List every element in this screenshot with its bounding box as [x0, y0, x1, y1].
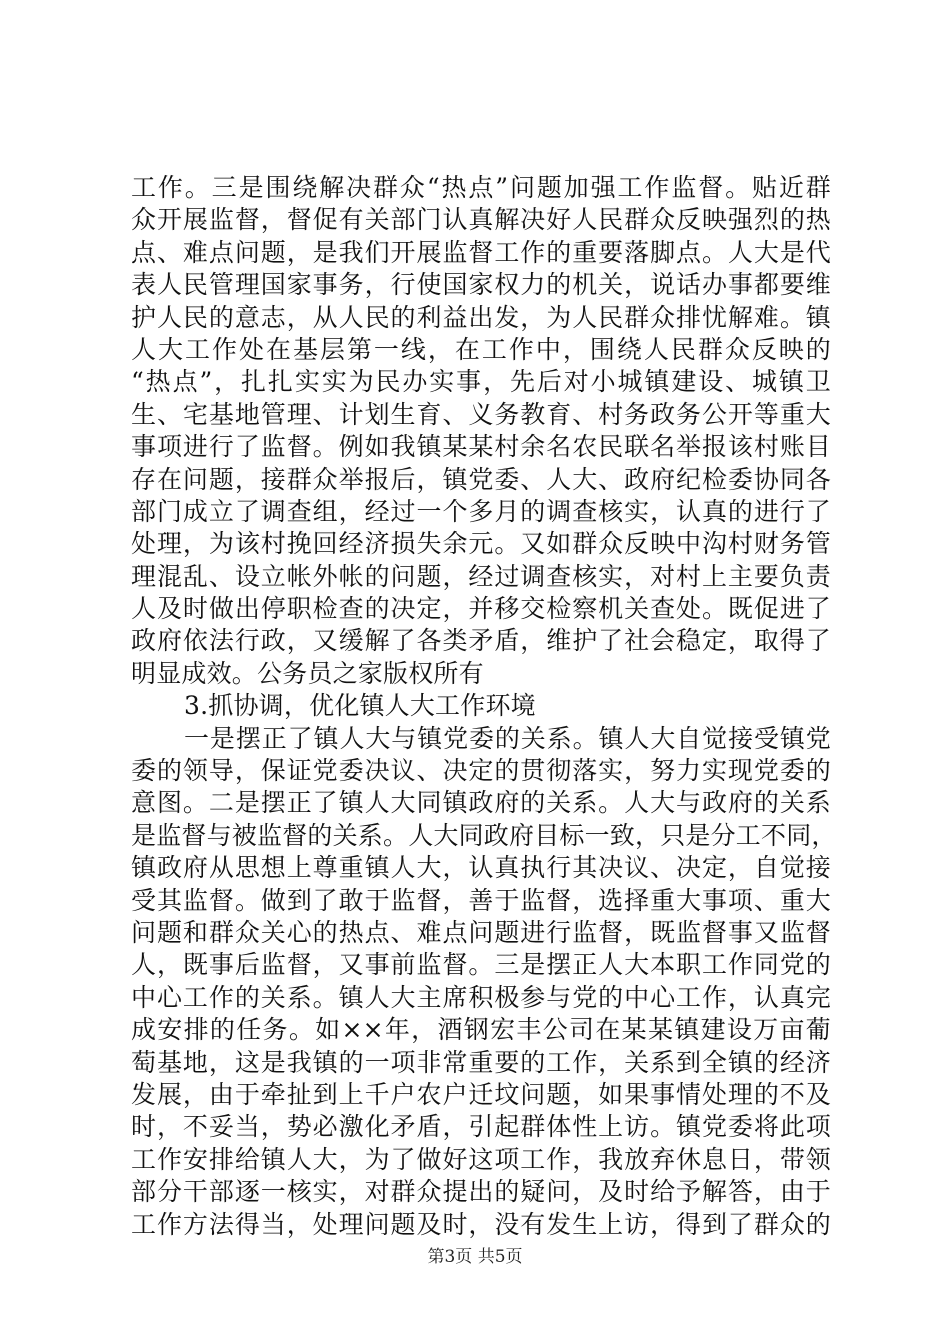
text-line: 众开展监督，督促有关部门认真解决好人民群众反映强烈的热 [131, 205, 831, 235]
text-line: “热点”，扎扎实实为民办实事，先后对小城镇建设、城镇卫 [131, 367, 831, 397]
section-heading: 3.抓协调，优化镇人大工作环境 [184, 691, 536, 721]
text-line: 工作方法得当，处理问题及时，没有发生上访，得到了群众的 [131, 1209, 831, 1239]
text-line: 工作。三是围绕解决群众“热点”问题加强工作监督。贴近群 [131, 173, 831, 202]
paragraph-first-line: 一是摆正了镇人大与镇党委的关系。镇人大自觉接受镇党 [184, 723, 831, 753]
text-line: 中心工作的关系。镇人大主席积极参与党的中心工作，认真完 [131, 982, 831, 1012]
text-line: 护人民的意志，从人民的利益出发，为人民群众排忧解难。镇 [131, 302, 831, 332]
text-line: 意图。二是摆正了镇人大同镇政府的关系。人大与政府的关系 [131, 788, 831, 818]
text-line: 问题和群众关心的热点、难点问题进行监督，既监督事又监督 [131, 917, 831, 947]
text-line: 发展，由于牵扯到上千户农户迁坟问题，如果事情处理的不及 [131, 1079, 831, 1109]
text-line: 人，既事后监督，又事前监督。三是摆正人大本职工作同党的 [131, 950, 831, 980]
text-line: 事项进行了监督。例如我镇某某村余名农民联名举报该村账目 [131, 432, 831, 462]
text-line: 时，不妥当，势必激化矛盾，引起群体性上访。镇党委将此项 [131, 1112, 831, 1142]
text-line: 工作安排给镇人大，为了做好这项工作，我放弃休息日，带领 [131, 1144, 831, 1174]
text-line: 镇政府从思想上尊重镇人大，认真执行其决议、决定，自觉接 [131, 853, 831, 883]
text-line: 部分干部逐一核实，对群众提出的疑问，及时给予解答，由于 [131, 1177, 831, 1207]
text-line: 是监督与被监督的关系。人大同政府目标一致，只是分工不同， [131, 820, 837, 850]
text-line: 萄基地，这是我镇的一项非常重要的工作，关系到全镇的经济 [131, 1047, 831, 1077]
body-text [131, 172, 837, 1241]
page-number-footer: 第3页 共5页 [427, 1247, 523, 1267]
text-line: 人大工作处在基层第一线，在工作中，围绕人民群众反映的 [131, 334, 831, 364]
text-line: 政府依法行政，又缓解了各类矛盾，维护了社会稳定，取得了 [131, 626, 831, 656]
text-line: 生、宅基地管理、计划生育、义务教育、村务政务公开等重大 [131, 399, 831, 429]
text-line: 明显成效。公务员之家版权所有 [131, 658, 484, 688]
text-line: 委的领导，保证党委决议、决定的贯彻落实，努力实现党委的 [131, 756, 831, 786]
text-line: 存在问题，接群众举报后，镇党委、人大、政府纪检委协同各 [131, 464, 831, 494]
text-line: 部门成立了调查组，经过一个多月的调查核实，认真的进行了 [131, 496, 831, 526]
text-line: 受其监督。做到了敢于监督，善于监督，选择重大事项、重大 [131, 885, 831, 915]
text-line: 处理，为该村挽回经济损失余元。又如群众反映中沟村财务管 [131, 529, 831, 559]
text-line: 点、难点问题，是我们开展监督工作的重要落脚点。人大是代 [131, 237, 831, 267]
text-line: 理混乱、设立帐外帐的问题，经过调查核实，对村上主要负责 [131, 561, 831, 591]
text-line: 人及时做出停职检查的决定，并移交检察机关查处。既促进了 [131, 594, 831, 624]
text-line: 成安排的任务。如××年，酒钢宏丰公司在某某镇建设万亩葡 [131, 1015, 831, 1045]
text-line: 表人民管理国家事务，行使国家权力的机关，说话办事都要维 [131, 270, 831, 300]
